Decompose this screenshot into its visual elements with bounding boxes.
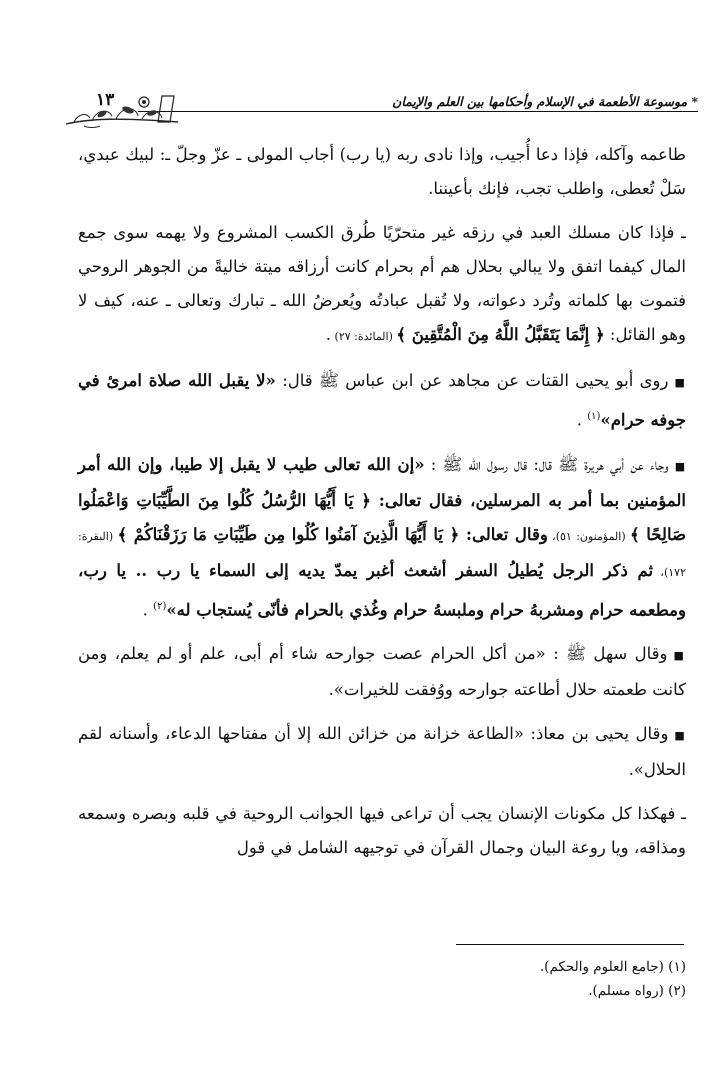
hadith-text: «لا يقبل الله صلاة امرئ في جوفه حرام» [78, 371, 686, 430]
paragraph [78, 637, 686, 707]
text-run: . [142, 600, 154, 619]
body-text [78, 138, 686, 875]
square-bullet-icon: ■ [673, 649, 686, 662]
verse-reference: (المؤمنون: ٥١)، [547, 529, 630, 543]
page-header [62, 88, 698, 130]
text-run: وقال سهل ﷺ : «من أكل الحرام عصت جوارحه شاء أم أبى، علم أو لم يعلم، ومن كانت طعمته حلال أطاعته جوارحه ووُفقت للخيرات». [78, 644, 686, 699]
square-bullet-icon: ■ [674, 376, 686, 389]
text-run: وجاء عن أبي هريرة ﷺ قال: قال رسول الله ﷺ : [424, 454, 669, 474]
page-number: ١٣ [96, 90, 115, 110]
paragraph [78, 364, 686, 438]
text-run: طاعمه وآكله، فإذا دعا أُجيب، وإذا نادى ربه (يا رب) أجاب المولى ـ عزّ وجلّ ـ: لبيك عبدي، سَلْ تُعطى، واطلب تجب، فإنك بأعيننا. [78, 145, 686, 198]
square-bullet-icon: ■ [674, 729, 686, 742]
footnotes [420, 955, 686, 1003]
quran-verse: ﴿ يَا أَيُّهَا الَّذِينَ آمَنُوا كُلُوا مِن طَيِّبَاتِ مَا رَزَقْنَاكُمْ ﴾ [117, 524, 460, 544]
paragraph [78, 216, 686, 354]
paragraph [78, 797, 686, 865]
text-run: ـ فإذا كان مسلك العبد في رزقه غير متحرّيًا طُرق الكسب المشروع ولا يهمه سوى جمع المال كيفما اتفق ولا يبالي بحلال هم أم بحرام كانت أرزاقه ميتة خاليةً من الجوهر الروحي فتموت بها كلماته وتُرد دعواته، ولا تُقبل عبادتُه ويُعرضُ الله ـ تبارك وتعالى ـ عنه، كيف لا وهو القائل: [78, 223, 686, 344]
footnote-rule [456, 944, 684, 945]
hadith-text: ثم ذكر الرجل يُطيلُ السفر أشعث أغبر يمدّ يديه إلى السماء يا رب .. يا رب، ومطعمه حرام ومشربهُ حرام وملبسهُ حرام وغُذي بالحرام فأنّى يُستجاب له» [78, 560, 686, 619]
footnote: (١) (جامع العلوم والحكم). [539, 959, 686, 975]
quran-verse: ﴿ يَا أَيُّهَا الرُّسُلُ كُلُوا مِنَ الطَّيِّبَاتِ وَاعْمَلُوا صَالِحًا ﴾ [78, 490, 687, 544]
floral-ornament-icon [62, 88, 182, 130]
footnote-marker: (٢) [153, 600, 167, 612]
text-run: وقال يحيى بن معاذ: «الطاعة خزانة من خزائن الله إلا أن مفتاحها الدعاء، وأسنانه لقم الحلال». [78, 724, 686, 779]
text-run: . [576, 410, 588, 430]
footnote-marker: (١) [587, 411, 601, 422]
paragraph [78, 717, 686, 787]
verse-reference: (المائدة: ٢٧) [331, 330, 397, 343]
header-rule [138, 111, 698, 112]
paragraph [78, 448, 686, 628]
running-title: * موسوعة الأطعمة في الإسلام وأحكامها بين العلم والإيمان [392, 94, 698, 109]
square-bullet-icon: ■ [674, 459, 686, 473]
text-run: . [325, 325, 332, 344]
hadith-text: وقال تعالى: [459, 524, 548, 544]
hadith-text: «إن الله تعالى طيب لا يقبل إلا طيبا، وإن الله أمر المؤمنين بما أمر به المرسلين، فقال تعالى: [78, 454, 686, 510]
quran-verse: ﴿ إِنَّمَا يَتَقَبَّلُ اللَّهُ مِنَ الْمُتَّقِينَ ﴾ [396, 325, 605, 344]
footnote: (٢) (رواه مسلم). [588, 983, 686, 999]
verse-reference: (البقرة: ١٧٢)، [78, 529, 686, 579]
text-run: روى أبو يحيى القتات عن مجاهد عن ابن عباس ﷺ قال: [275, 371, 669, 390]
text-run: ـ فهكذا كل مكونات الإنسان يجب أن تراعى فيها الجوانب الروحية في قلبه وبصره وسمعه ومذاقه، ويا روعة البيان وجمال القرآن في توجيهه الشامل في قول [78, 804, 686, 857]
paragraph [78, 138, 686, 206]
